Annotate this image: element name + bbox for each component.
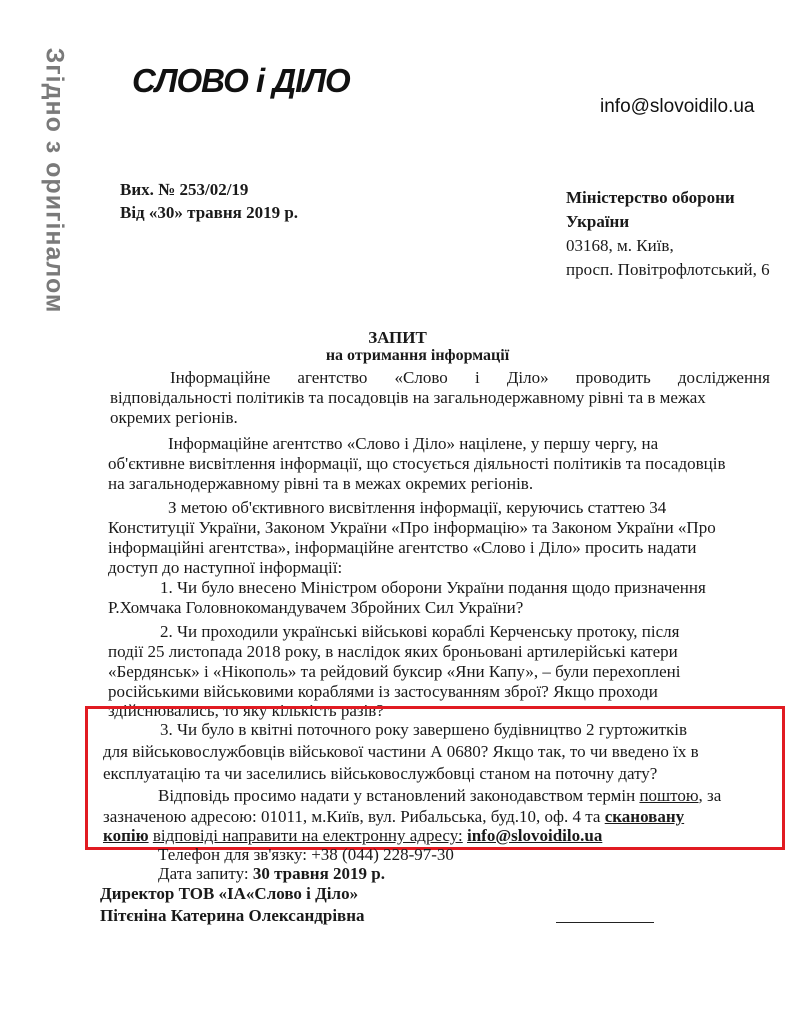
paragraph3-line3: інформаційні агентства», інформаційне агентство «Слово і Діло» просить надати bbox=[108, 538, 697, 557]
recipient-name-line2: України bbox=[566, 212, 630, 231]
paragraph1-line3: окремих регіонів. bbox=[110, 408, 238, 427]
reference-date: Від «30» травня 2019 р. bbox=[120, 203, 299, 222]
response-email: info@slovoidilo.ua bbox=[467, 826, 603, 845]
outgoing-reference bbox=[120, 178, 298, 224]
by-mail-text: поштою bbox=[639, 786, 699, 805]
paragraph2-line1: Інформаційне агентство «Слово і Діло» націлене, у першу чергу, на bbox=[168, 434, 659, 453]
question1-line2: Р.Хомчака Головнокомандувачем Збройних Сил України? bbox=[108, 598, 524, 617]
question1-line1: 1. Чи було внесено Міністром оборони України подання щодо призначення bbox=[160, 578, 706, 597]
logo: СЛОВО і ДІЛО bbox=[132, 62, 350, 99]
question3-line1: 3. Чи було в квітні поточного року завершено будівництво 2 гуртожитків bbox=[160, 720, 688, 739]
paragraph2-line3: на загальнодержавному рівні та в межах окремих регіонів. bbox=[108, 474, 534, 493]
question2-line5: здійснювались, то яку кількість разів? bbox=[108, 701, 384, 720]
reference-number: Вих. № 253/02/19 bbox=[120, 180, 249, 199]
phone-line: Телефон для зв'язку: +38 (044) 228-97-30 bbox=[158, 845, 454, 864]
header-email: info@slovoidilo.ua bbox=[600, 96, 755, 117]
highlight-box bbox=[85, 706, 785, 850]
signature-name: Пітєніна Катерина Олександрівна bbox=[100, 906, 365, 925]
copy-text: копію bbox=[103, 826, 149, 845]
question3-line3: експлуатацію та чи заселились військовослужбовці станом на поточну дату? bbox=[103, 764, 658, 783]
question2-line1: 2. Чи проходили українські військові кораблі Керченську протоку, після bbox=[160, 622, 680, 641]
question2-line4: російськими військовими кораблями із застосуванням зброї? Якщо проходи bbox=[108, 682, 658, 701]
recipient-address-line1: 03168, м. Київ, bbox=[566, 236, 674, 255]
recipient-block bbox=[566, 186, 770, 282]
paragraph3-line4: доступ до наступної інформації: bbox=[108, 558, 343, 577]
request-date: Дата запиту: 30 травня 2019 р. bbox=[158, 864, 385, 883]
document-title: ЗАПИТ bbox=[368, 328, 427, 347]
paragraph3-line1: З метою об'єктивного висвітлення інформації, керуючись статтею 34 bbox=[168, 498, 667, 517]
response-line3: копію відповіді направити на електронну адресу: info@slovoidilo.ua bbox=[103, 826, 603, 845]
question3-line2: для військовослужбовців військової частини А 0680? Якщо так, то чи введено їх в bbox=[103, 742, 699, 761]
certified-copy-stamp bbox=[34, 40, 74, 320]
recipient-name-line1: Міністерство оборони bbox=[566, 188, 735, 207]
response-line2: зазначеною адресою: 01011, м.Київ, вул. Рибальська, буд.10, оф. 4 та скановану bbox=[103, 807, 685, 826]
certified-copy-text: Згідно з оригіналом bbox=[40, 47, 69, 313]
paragraph2-line2: об'єктивне висвітлення інформації, що стосується діяльності політиків та посадовців bbox=[108, 454, 726, 473]
signature-line bbox=[556, 922, 654, 923]
response-line1: Відповідь просимо надати у встановлений законодавством термін поштою, за bbox=[158, 786, 722, 805]
question2-line2: події 25 листопада 2018 року, в наслідок яких броньовані артилерійські катери bbox=[108, 642, 678, 661]
document-subtitle: на отримання інформації bbox=[325, 347, 510, 364]
paragraph3-line2: Конституції України, Законом України «Про інформацію» та Законом України «Про bbox=[108, 518, 716, 537]
paragraph1-line1: Інформаційне агентство «Слово і Діло» проводить дослідження bbox=[170, 368, 770, 387]
recipient-address-line2: просп. Повітрофлотський, 6 bbox=[566, 260, 770, 279]
question2-line3: «Бердянськ» і «Нікополь» та рейдовий буксир «Яни Капу», – були перехоплені bbox=[108, 662, 681, 681]
paragraph1-line2: відповідальності політиків та посадовців на загальнодержавному рівні та в межах bbox=[110, 388, 706, 407]
signature-position: Директор ТОВ «ІА«Слово і Діло» bbox=[100, 884, 359, 903]
scanned-text: скановану bbox=[604, 807, 685, 826]
